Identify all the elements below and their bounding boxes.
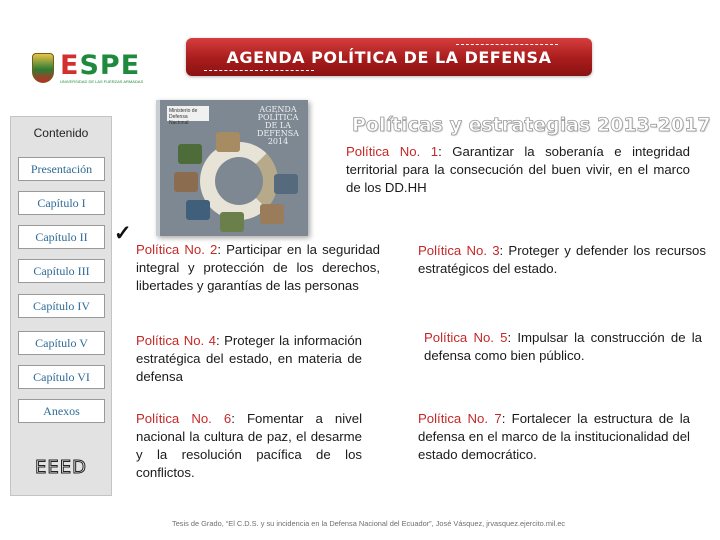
sidebar-item-capitulo-6[interactable]: Capítulo VI <box>18 365 105 389</box>
policy-label: Política No. 4 <box>136 333 216 348</box>
brand-name-first: E <box>60 50 80 81</box>
sidebar-item-capitulo-2[interactable]: Capítulo II <box>18 225 105 249</box>
cover-photo-4 <box>220 212 244 232</box>
cover-photo-7 <box>216 132 240 152</box>
policy-label: Política No. 7 <box>418 411 502 426</box>
page-title: AGENDA POLÍTICA DE LA DEFENSA <box>226 47 552 67</box>
cover-title <box>252 106 304 146</box>
policy-4 <box>136 332 362 386</box>
policy-text: : Garantizar la soberanía e integridad territorial para la consecución del buen vivir, en el marco de los DD.HH <box>346 144 690 195</box>
policy-text: : Fomentar a nivel nacional la cultura de paz, el desarme y la resolución pacífica de los conflictos. <box>136 411 363 480</box>
sidebar-heading: Contenido <box>33 126 89 140</box>
cover-seal: Ministerio de Defensa Nacional <box>167 106 209 121</box>
policy-label: Política No. 6 <box>136 411 232 426</box>
book-cover-image <box>156 100 308 236</box>
policy-label: Política No. 2 <box>136 242 218 257</box>
banner-dash-top <box>456 44 558 45</box>
brand-name <box>60 52 143 79</box>
checkmark-icon: ✓ <box>114 222 132 245</box>
policy-6 <box>136 410 362 482</box>
section-headline: Políticas y estrategias 2013-2017 <box>352 114 711 136</box>
sidebar-item-capitulo-4[interactable]: Capítulo IV <box>18 294 105 318</box>
sidebar-item-capitulo-3[interactable]: Capítulo III <box>18 259 105 283</box>
cover-photo-1 <box>178 144 202 164</box>
sidebar-item-anexos[interactable]: Anexos <box>18 399 105 423</box>
sidebar-item-capitulo-5[interactable]: Capítulo V <box>18 331 105 355</box>
cover-spine <box>156 100 160 236</box>
policy-2 <box>136 241 380 295</box>
cover-photo-6 <box>274 174 298 194</box>
eeed-badge: EEED <box>35 457 87 478</box>
cover-photo-5 <box>260 204 284 224</box>
sidebar-item-presentacion[interactable]: Presentación <box>18 157 105 181</box>
brand-subtitle: UNIVERSIDAD DE LAS FUERZAS ARMADAS <box>60 79 144 84</box>
policy-text: : Participar en la seguridad integral y protección de los derechos, libertades y garantías de las personas <box>136 242 380 293</box>
sidebar-item-capitulo-1[interactable]: Capítulo I <box>18 191 105 215</box>
policy-5 <box>424 329 702 365</box>
policy-label: Política No. 3 <box>418 243 500 258</box>
cover-photo-3 <box>186 200 210 220</box>
cover-photo-2 <box>174 172 198 192</box>
brand-block <box>60 52 143 84</box>
policy-text: : Fortalecer la estructura de la defensa en el marco de la institucionalidad del estado democrático. <box>418 411 690 462</box>
cover-title-text: AGENDA POLÍTICA DE LA DEFENSA <box>257 105 299 138</box>
espe-crest-icon <box>32 53 54 83</box>
policy-text: : Proteger la información estratégica del estado, en materia de defensa <box>136 333 362 384</box>
espe-logo <box>32 52 143 84</box>
policy-3 <box>418 242 706 278</box>
banner-dash-bottom <box>204 70 314 71</box>
sidebar <box>10 116 112 496</box>
policy-label: Política No. 1 <box>346 144 439 159</box>
policy-text: : Impulsar la construcción de la defensa como bien público. <box>424 330 702 363</box>
policy-1 <box>346 143 690 197</box>
cover-year: 2014 <box>267 137 289 146</box>
policy-label: Política No. 5 <box>424 330 508 345</box>
footer-citation: Tesis de Grado, “El C.D.S. y su incidencia en la Defensa Nacional del Ecuador”, José Vásquez, jrvasquez.ejercito.mil.ec <box>172 519 566 528</box>
policy-text: : Proteger y defender los recursos estratégicos del estado. <box>418 243 706 276</box>
brand-name-rest: SPE <box>79 50 141 81</box>
policy-7 <box>418 410 690 464</box>
